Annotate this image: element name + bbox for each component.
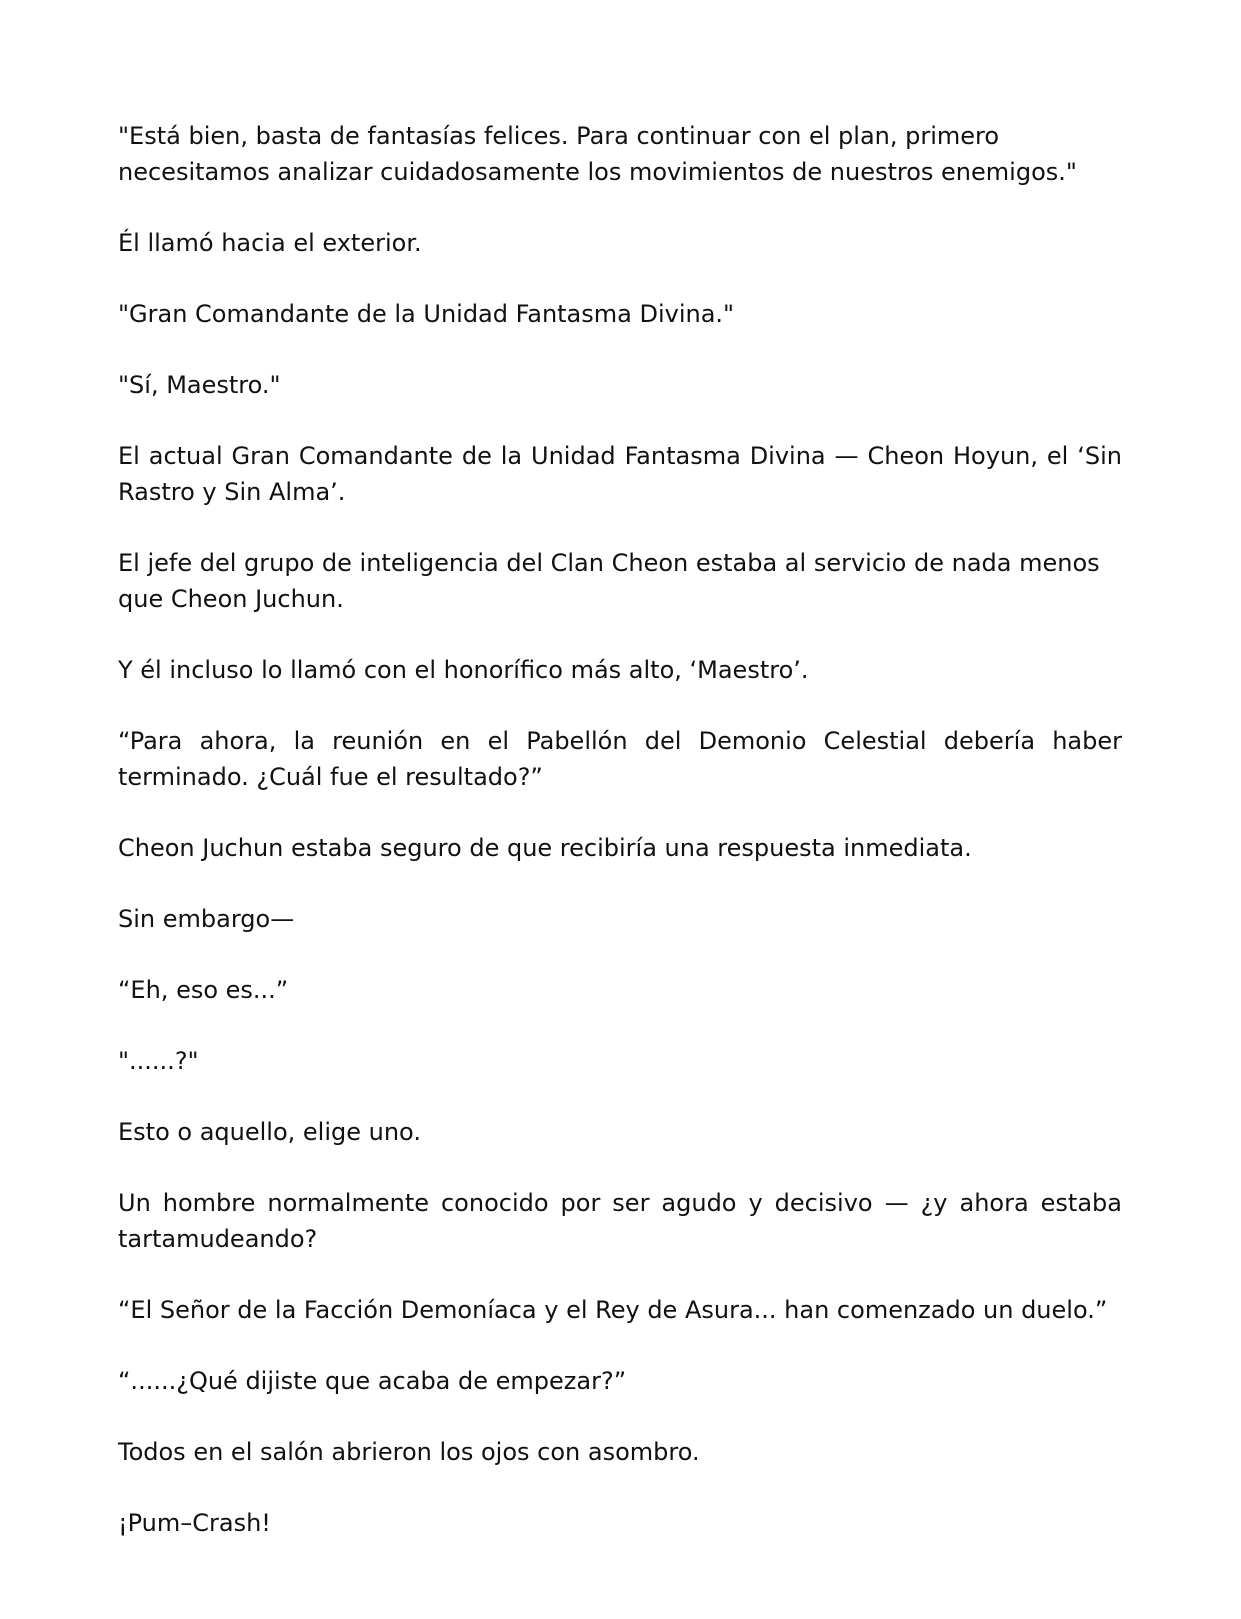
- paragraph: "Sí, Maestro.": [118, 371, 281, 399]
- paragraph: Sin embargo—: [118, 905, 295, 933]
- paragraph: “Eh, eso es...”: [118, 976, 289, 1004]
- paragraph: Y él incluso lo llamó con el honorífico más alto, ‘Maestro’.: [118, 656, 809, 684]
- paragraph: “El Señor de la Facción Demoníaca y el Rey de Asura... han comenzado un duelo.”: [118, 1296, 1108, 1324]
- paragraph: "Gran Comandante de la Unidad Fantasma Divina.": [118, 300, 735, 328]
- paragraph: ¡Pum–Crash!: [118, 1509, 271, 1537]
- paragraph: "Está bien, basta de fantasías felices. Para continuar con el plan, primero necesitamos analizar cuidadosamente los movimientos de nuestros enemigos.": [118, 122, 1077, 186]
- paragraph: “Para ahora, la reunión en el Pabellón del Demonio Celestial debería haber terminado. ¿Cuál fue el resultado?”: [118, 727, 1122, 791]
- paragraph: El actual Gran Comandante de la Unidad Fantasma Divina — Cheon Hoyun, el ‘Sin Rastro y Sin Alma’.: [118, 442, 1122, 506]
- paragraph: Él llamó hacia el exterior.: [118, 229, 422, 257]
- paragraph: Esto o aquello, elige uno.: [118, 1118, 421, 1146]
- paragraph: "......?": [118, 1047, 199, 1075]
- document-body: [118, 118, 1122, 1576]
- paragraph: Cheon Juchun estaba seguro de que recibiría una respuesta inmediata.: [118, 834, 972, 862]
- paragraph: El jefe del grupo de inteligencia del Clan Cheon estaba al servicio de nada menos que Cheon Juchun.: [118, 549, 1100, 613]
- paragraph: “......¿Qué dijiste que acaba de empezar?”: [118, 1367, 627, 1395]
- paragraph: Un hombre normalmente conocido por ser agudo y decisivo — ¿y ahora estaba tartamudeando?: [118, 1189, 1122, 1253]
- paragraph: Todos en el salón abrieron los ojos con asombro.: [118, 1438, 700, 1466]
